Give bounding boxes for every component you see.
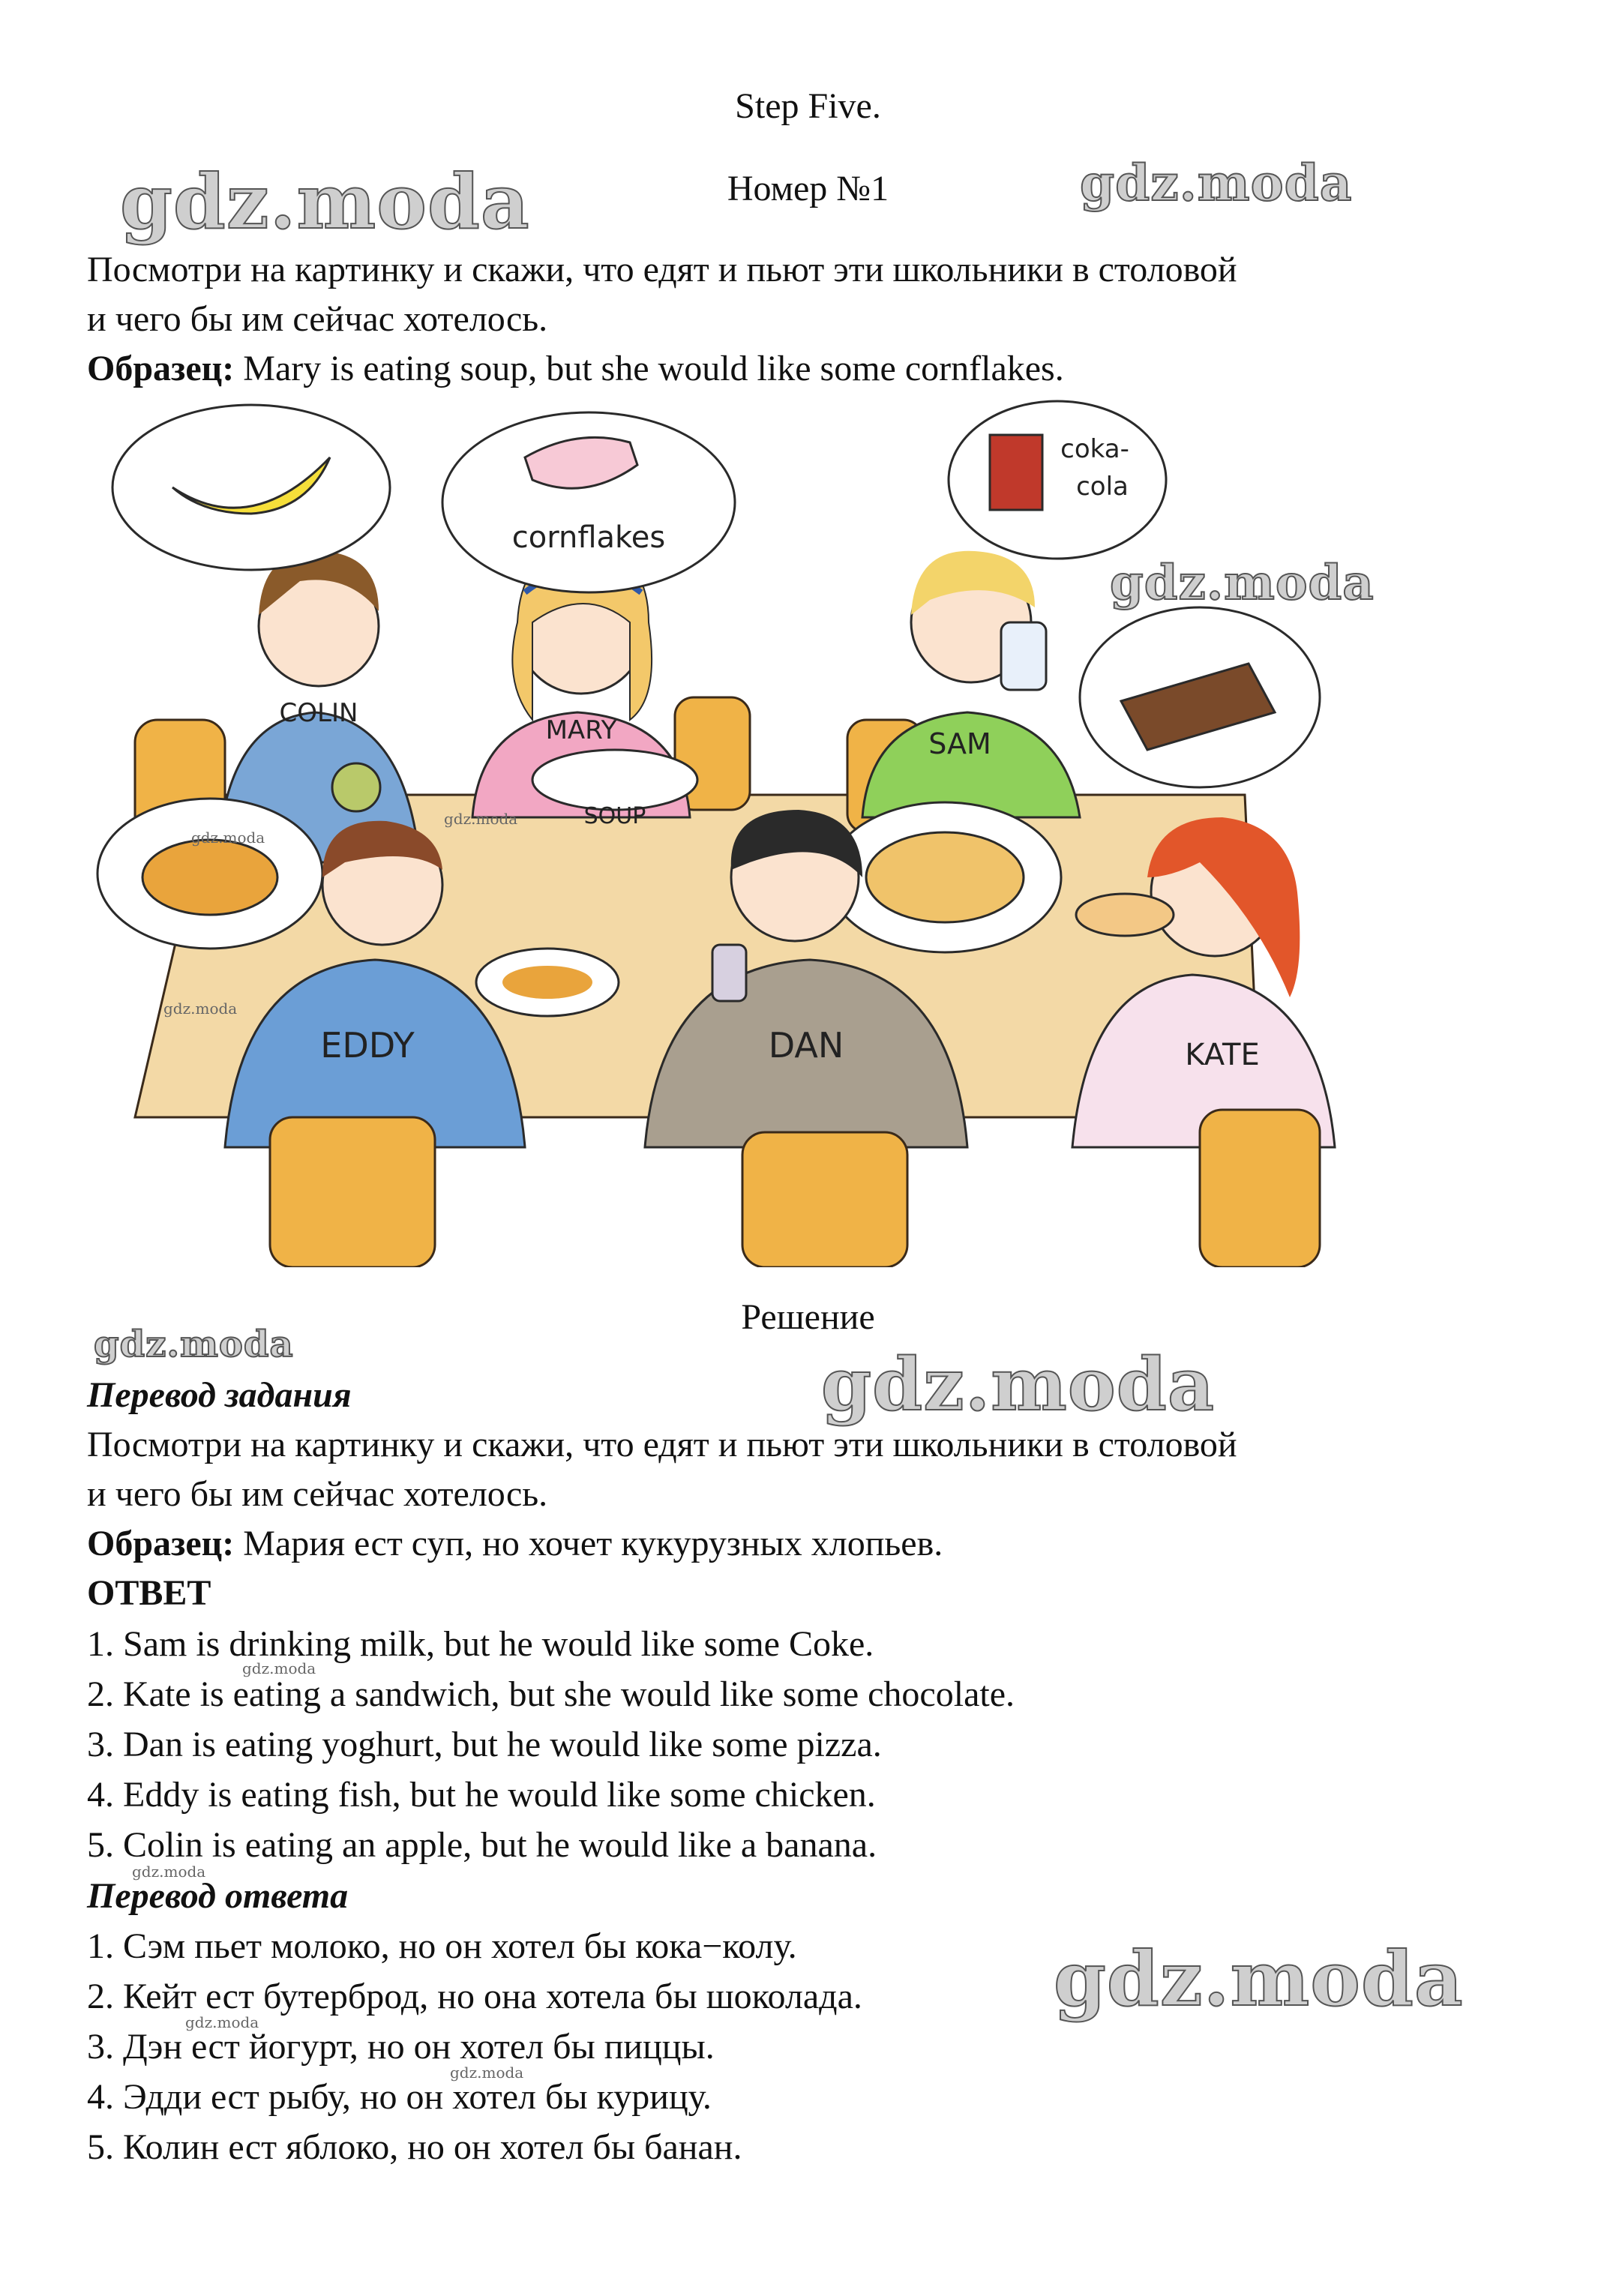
sample-label: Образец:	[87, 349, 235, 388]
task-line-1: Посмотри на картинку и скажи, что едят и пьют эти школьники в столовой	[87, 250, 1237, 289]
watermark: gdz.moda	[94, 1323, 294, 1365]
svg-text:coka-: coka-	[1060, 434, 1129, 464]
translation-sample-text: Мария ест суп, но хочет кукурузных хлопьев.	[234, 1524, 943, 1563]
answer-heading: ОТВЕТ	[87, 1573, 211, 1613]
svg-text:COLIN: COLIN	[279, 698, 358, 728]
translation-heading: Перевод задания	[87, 1375, 352, 1415]
cornflakes-bubble	[442, 412, 735, 592]
banana-bubble	[112, 405, 390, 570]
svg-text:KATE: KATE	[1185, 1038, 1260, 1072]
svg-text:cola: cola	[1076, 472, 1129, 502]
chicken-bubble	[97, 799, 322, 949]
translation-sample	[87, 1520, 1557, 1568]
answer-translation-item: 3. Дэн ест йогурт, но он хотел бы пиццы.	[87, 2027, 715, 2067]
task-line-2: и чего бы им сейчас хотелось.	[87, 299, 548, 339]
answer-item: 2. Kate is eating a sandwich, but she would like some chocolate.	[87, 1674, 1015, 1714]
watermark: gdz.moda	[120, 157, 530, 246]
translation-line-1: Посмотри на картинку и скажи, что едят и пьют эти школьники в столовой	[87, 1425, 1237, 1464]
watermark: gdz.moda	[821, 1342, 1216, 1427]
answer-item: 3. Dan is eating yoghurt, but he would like some pizza.	[87, 1725, 882, 1764]
exercise-number: Номер №1	[727, 169, 889, 208]
translation-line-2: и чего бы им сейчас хотелось.	[87, 1474, 548, 1514]
answer-item: 4. Eddy is eating fish, but he would like some chicken.	[87, 1775, 876, 1815]
answer-translation-heading: Перевод ответа	[87, 1876, 349, 1916]
sample-text: Mary is eating soup, but she would like some cornflakes.	[234, 349, 1064, 388]
watermark-small: gdz.moda	[163, 1000, 238, 1018]
answer-translation-item: 5. Колин ест яблоко, но он хотел бы банан.	[87, 2127, 742, 2167]
watermark: gdz.moda	[1110, 555, 1375, 611]
answer-item: 1. Sam is drinking milk, but he would like some Coke.	[87, 1624, 874, 1664]
task-sample	[87, 345, 1557, 393]
svg-text:SOUP: SOUP	[583, 803, 646, 829]
answer-translation-item: 2. Кейт ест бутерброд, но она хотела бы шоколада.	[87, 1977, 862, 2016]
svg-text:DAN: DAN	[768, 1025, 844, 1066]
answer-translation-item: 4. Эдди ест рыбу, но он хотел бы курицу.	[87, 2077, 712, 2117]
svg-text:EDDY: EDDY	[320, 1025, 415, 1066]
chocolate-bubble	[1080, 607, 1320, 787]
svg-text:cornflakes: cornflakes	[511, 520, 666, 555]
watermark: gdz.moda	[1054, 1935, 1464, 2023]
sam-figure	[862, 551, 1080, 817]
watermark: gdz.moda	[1080, 154, 1353, 212]
coke-bubble	[949, 401, 1166, 559]
watermark-small: gdz.moda	[185, 2013, 259, 2031]
answer-item: 5. Colin is eating an apple, but he would like a banana.	[87, 1825, 877, 1865]
cafeteria-illustration	[90, 397, 1365, 1267]
watermark-small: gdz.moda	[191, 829, 265, 847]
answer-translation-item: 1. Сэм пьет молоко, но он хотел бы кока−колу.	[87, 1926, 797, 1966]
watermark-small: gdz.moda	[450, 2064, 524, 2082]
svg-text:MARY: MARY	[545, 715, 617, 745]
solution-title: Решение	[741, 1297, 875, 1337]
translation-sample-label: Образец:	[87, 1524, 235, 1563]
pizza-bubble	[829, 802, 1061, 952]
watermark-small: gdz.moda	[242, 1659, 316, 1677]
watermark-small: gdz.moda	[132, 1863, 206, 1881]
watermark-small: gdz.moda	[444, 810, 518, 828]
step-title: Step Five.	[735, 86, 881, 126]
svg-text:SAM: SAM	[928, 727, 991, 760]
